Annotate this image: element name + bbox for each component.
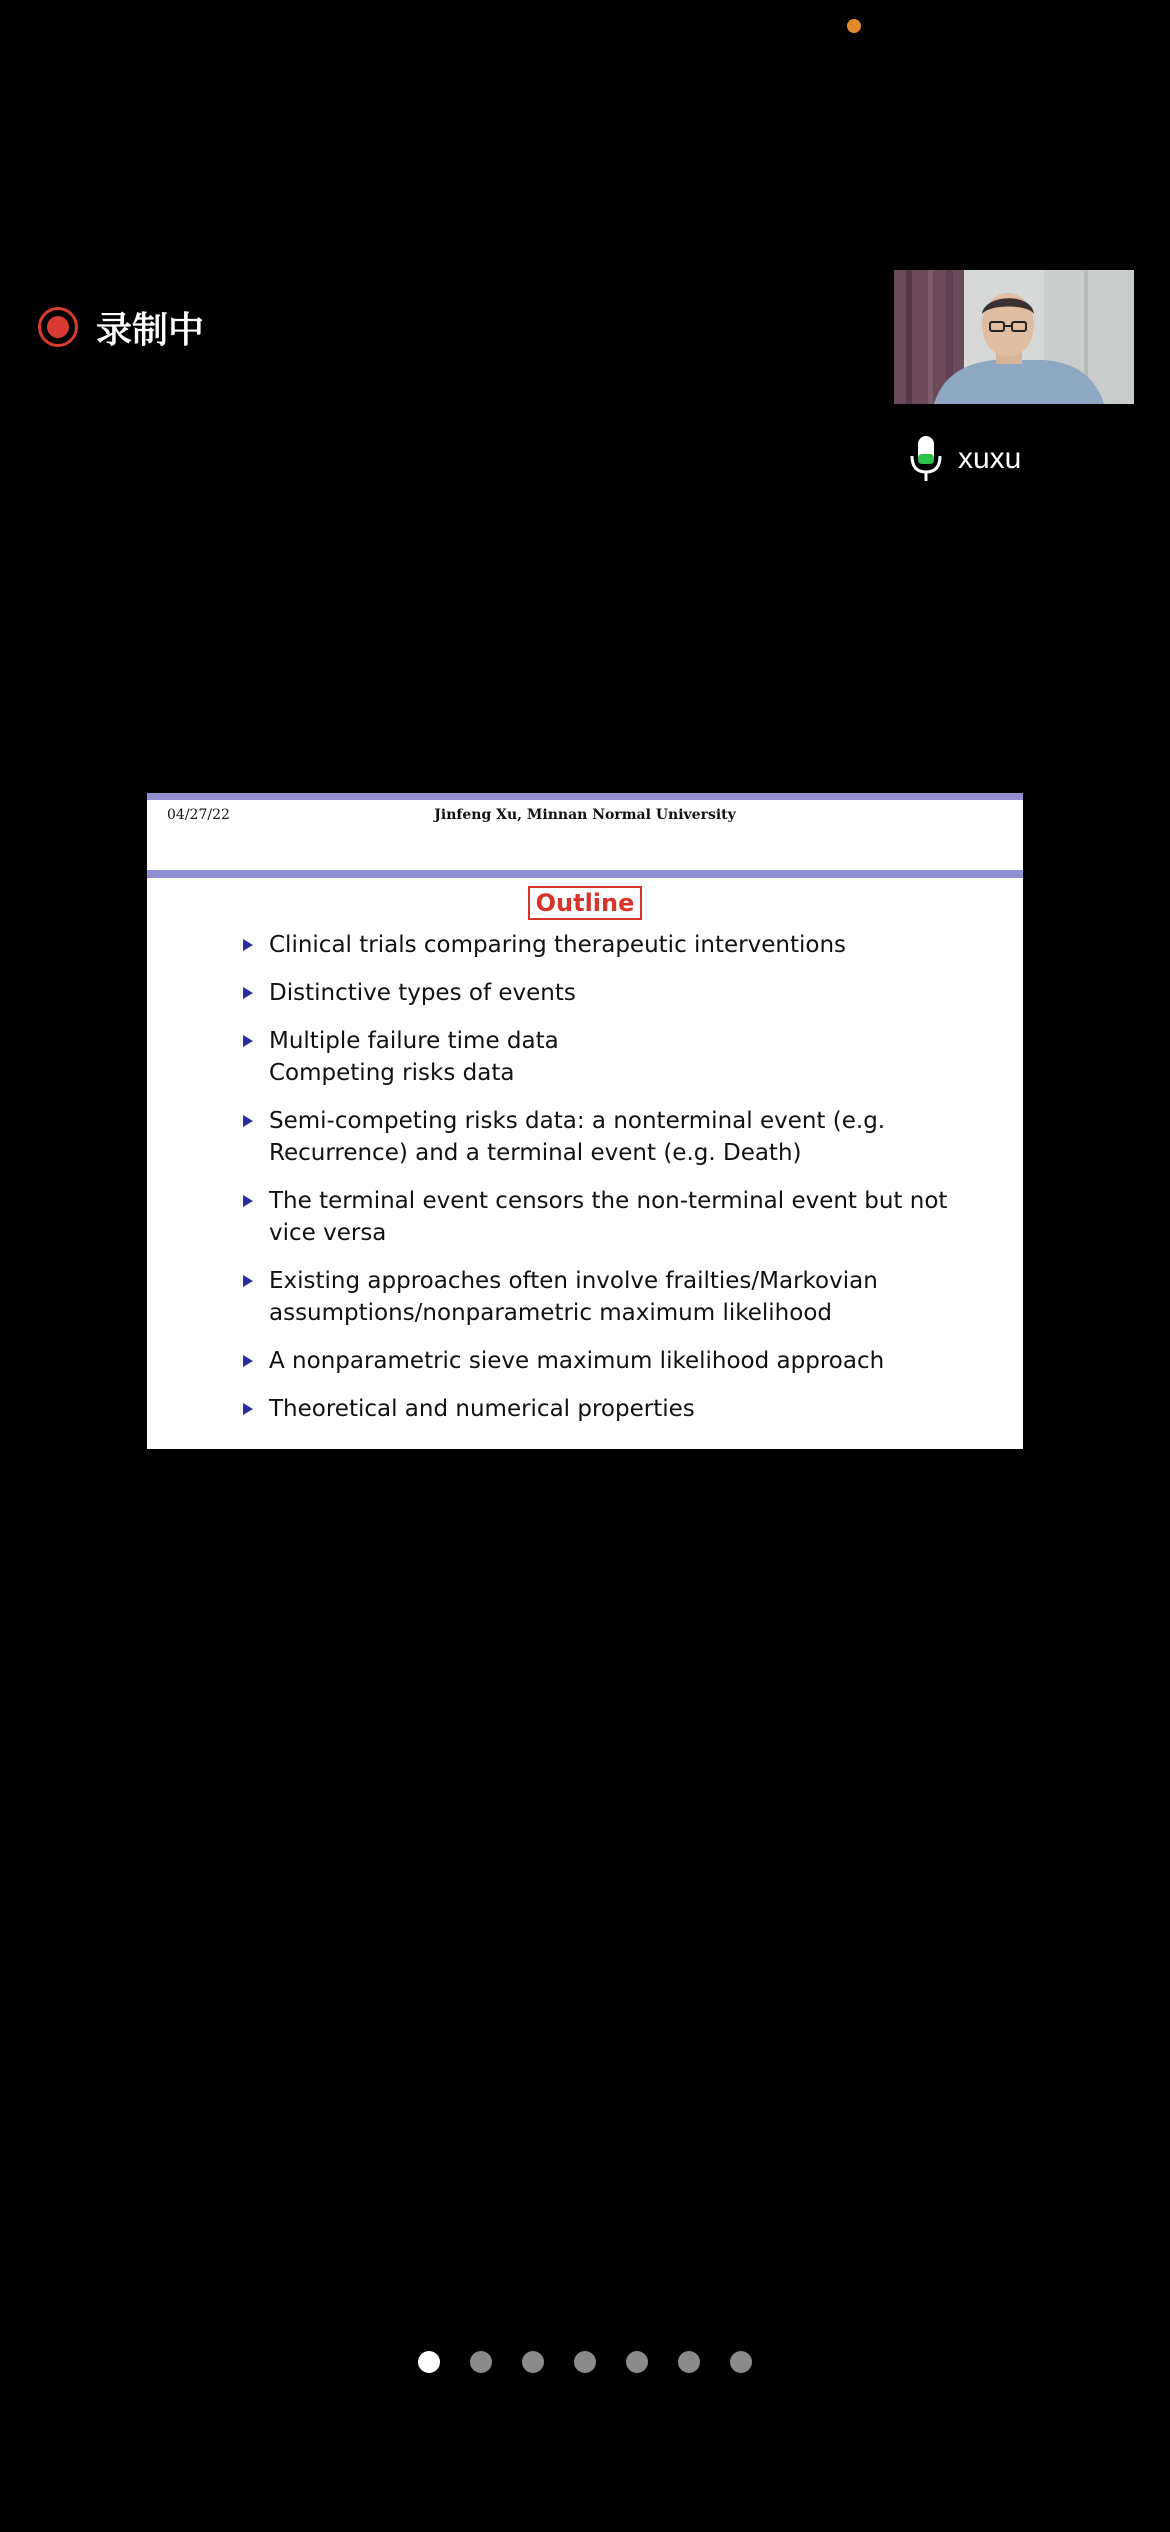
- slide-bullet-list: [243, 929, 973, 1441]
- bullet-triangle-icon: [243, 1195, 253, 1207]
- recording-indicator: [38, 304, 204, 350]
- participant-video[interactable]: [894, 270, 1134, 404]
- bullet-triangle-icon: [243, 987, 253, 999]
- slide-bullet-text: vice versa: [269, 1220, 387, 1246]
- bullet-triangle-icon: [243, 1035, 253, 1047]
- shared-slide[interactable]: [147, 793, 1023, 1449]
- page-dot[interactable]: [522, 2351, 544, 2373]
- slide-top-bar: [147, 793, 1023, 800]
- slide-bullet-item: [243, 1025, 973, 1089]
- bullet-triangle-icon: [243, 1355, 253, 1367]
- slide-divider-bar: [147, 870, 1023, 878]
- slide-bullet-item: [243, 929, 973, 961]
- bullet-triangle-icon: [243, 939, 253, 951]
- slide-bullet-item: [243, 977, 973, 1009]
- page-dot[interactable]: [678, 2351, 700, 2373]
- slide-bullet-text: Theoretical and numerical properties: [269, 1396, 695, 1422]
- slide-header: [167, 803, 1003, 833]
- slide-title-wrap: [147, 886, 1023, 920]
- slide-bullet-text: Semi-competing risks data: a nonterminal event (e.g.: [269, 1108, 886, 1134]
- slide-bullet-text: assumptions/nonparametric maximum likelihood: [269, 1300, 833, 1326]
- page-dot[interactable]: [730, 2351, 752, 2373]
- recording-label: 录制中: [96, 309, 205, 351]
- slide-bullet-text: Competing risks data: [269, 1060, 515, 1086]
- slide-bullet-text: A nonparametric sieve maximum likelihood approach: [269, 1348, 885, 1374]
- bullet-triangle-icon: [243, 1115, 253, 1127]
- slide-bullet-text: Distinctive types of events: [269, 980, 576, 1006]
- slide-bullet-text: Clinical trials comparing therapeutic interventions: [269, 932, 846, 958]
- slide-bullet-text: Multiple failure time data: [269, 1028, 559, 1054]
- bullet-triangle-icon: [243, 1275, 253, 1287]
- record-icon: [38, 307, 78, 347]
- page-indicator[interactable]: [0, 2351, 1170, 2373]
- slide-author: Jinfeng Xu, Minnan Normal University: [434, 807, 736, 823]
- slide-bullet-item: [243, 1185, 973, 1249]
- page-dot-active[interactable]: [418, 2351, 440, 2373]
- slide-bullet-text: Recurrence) and a terminal event (e.g. Death): [269, 1140, 802, 1166]
- status-indicator-dot: [847, 19, 861, 33]
- participant-name: xuxu: [958, 442, 1022, 475]
- slide-bullet-item: [243, 1393, 973, 1425]
- slide-bullet-item: [243, 1345, 973, 1377]
- video-frame: [894, 270, 1134, 404]
- slide-bullet-text: The terminal event censors the non-terminal event but not: [269, 1188, 948, 1214]
- page-dot[interactable]: [470, 2351, 492, 2373]
- participant-label: [906, 434, 1021, 484]
- page-dot[interactable]: [574, 2351, 596, 2373]
- slide-title: Outline: [528, 886, 643, 920]
- slide-date: 04/27/22: [167, 807, 230, 823]
- microphone-icon: [906, 434, 946, 484]
- page-dot[interactable]: [626, 2351, 648, 2373]
- bullet-triangle-icon: [243, 1403, 253, 1415]
- slide-bullet-item: [243, 1105, 973, 1169]
- slide-bullet-item: [243, 1265, 973, 1329]
- slide-bullet-text: Existing approaches often involve frailties/Markovian: [269, 1268, 878, 1294]
